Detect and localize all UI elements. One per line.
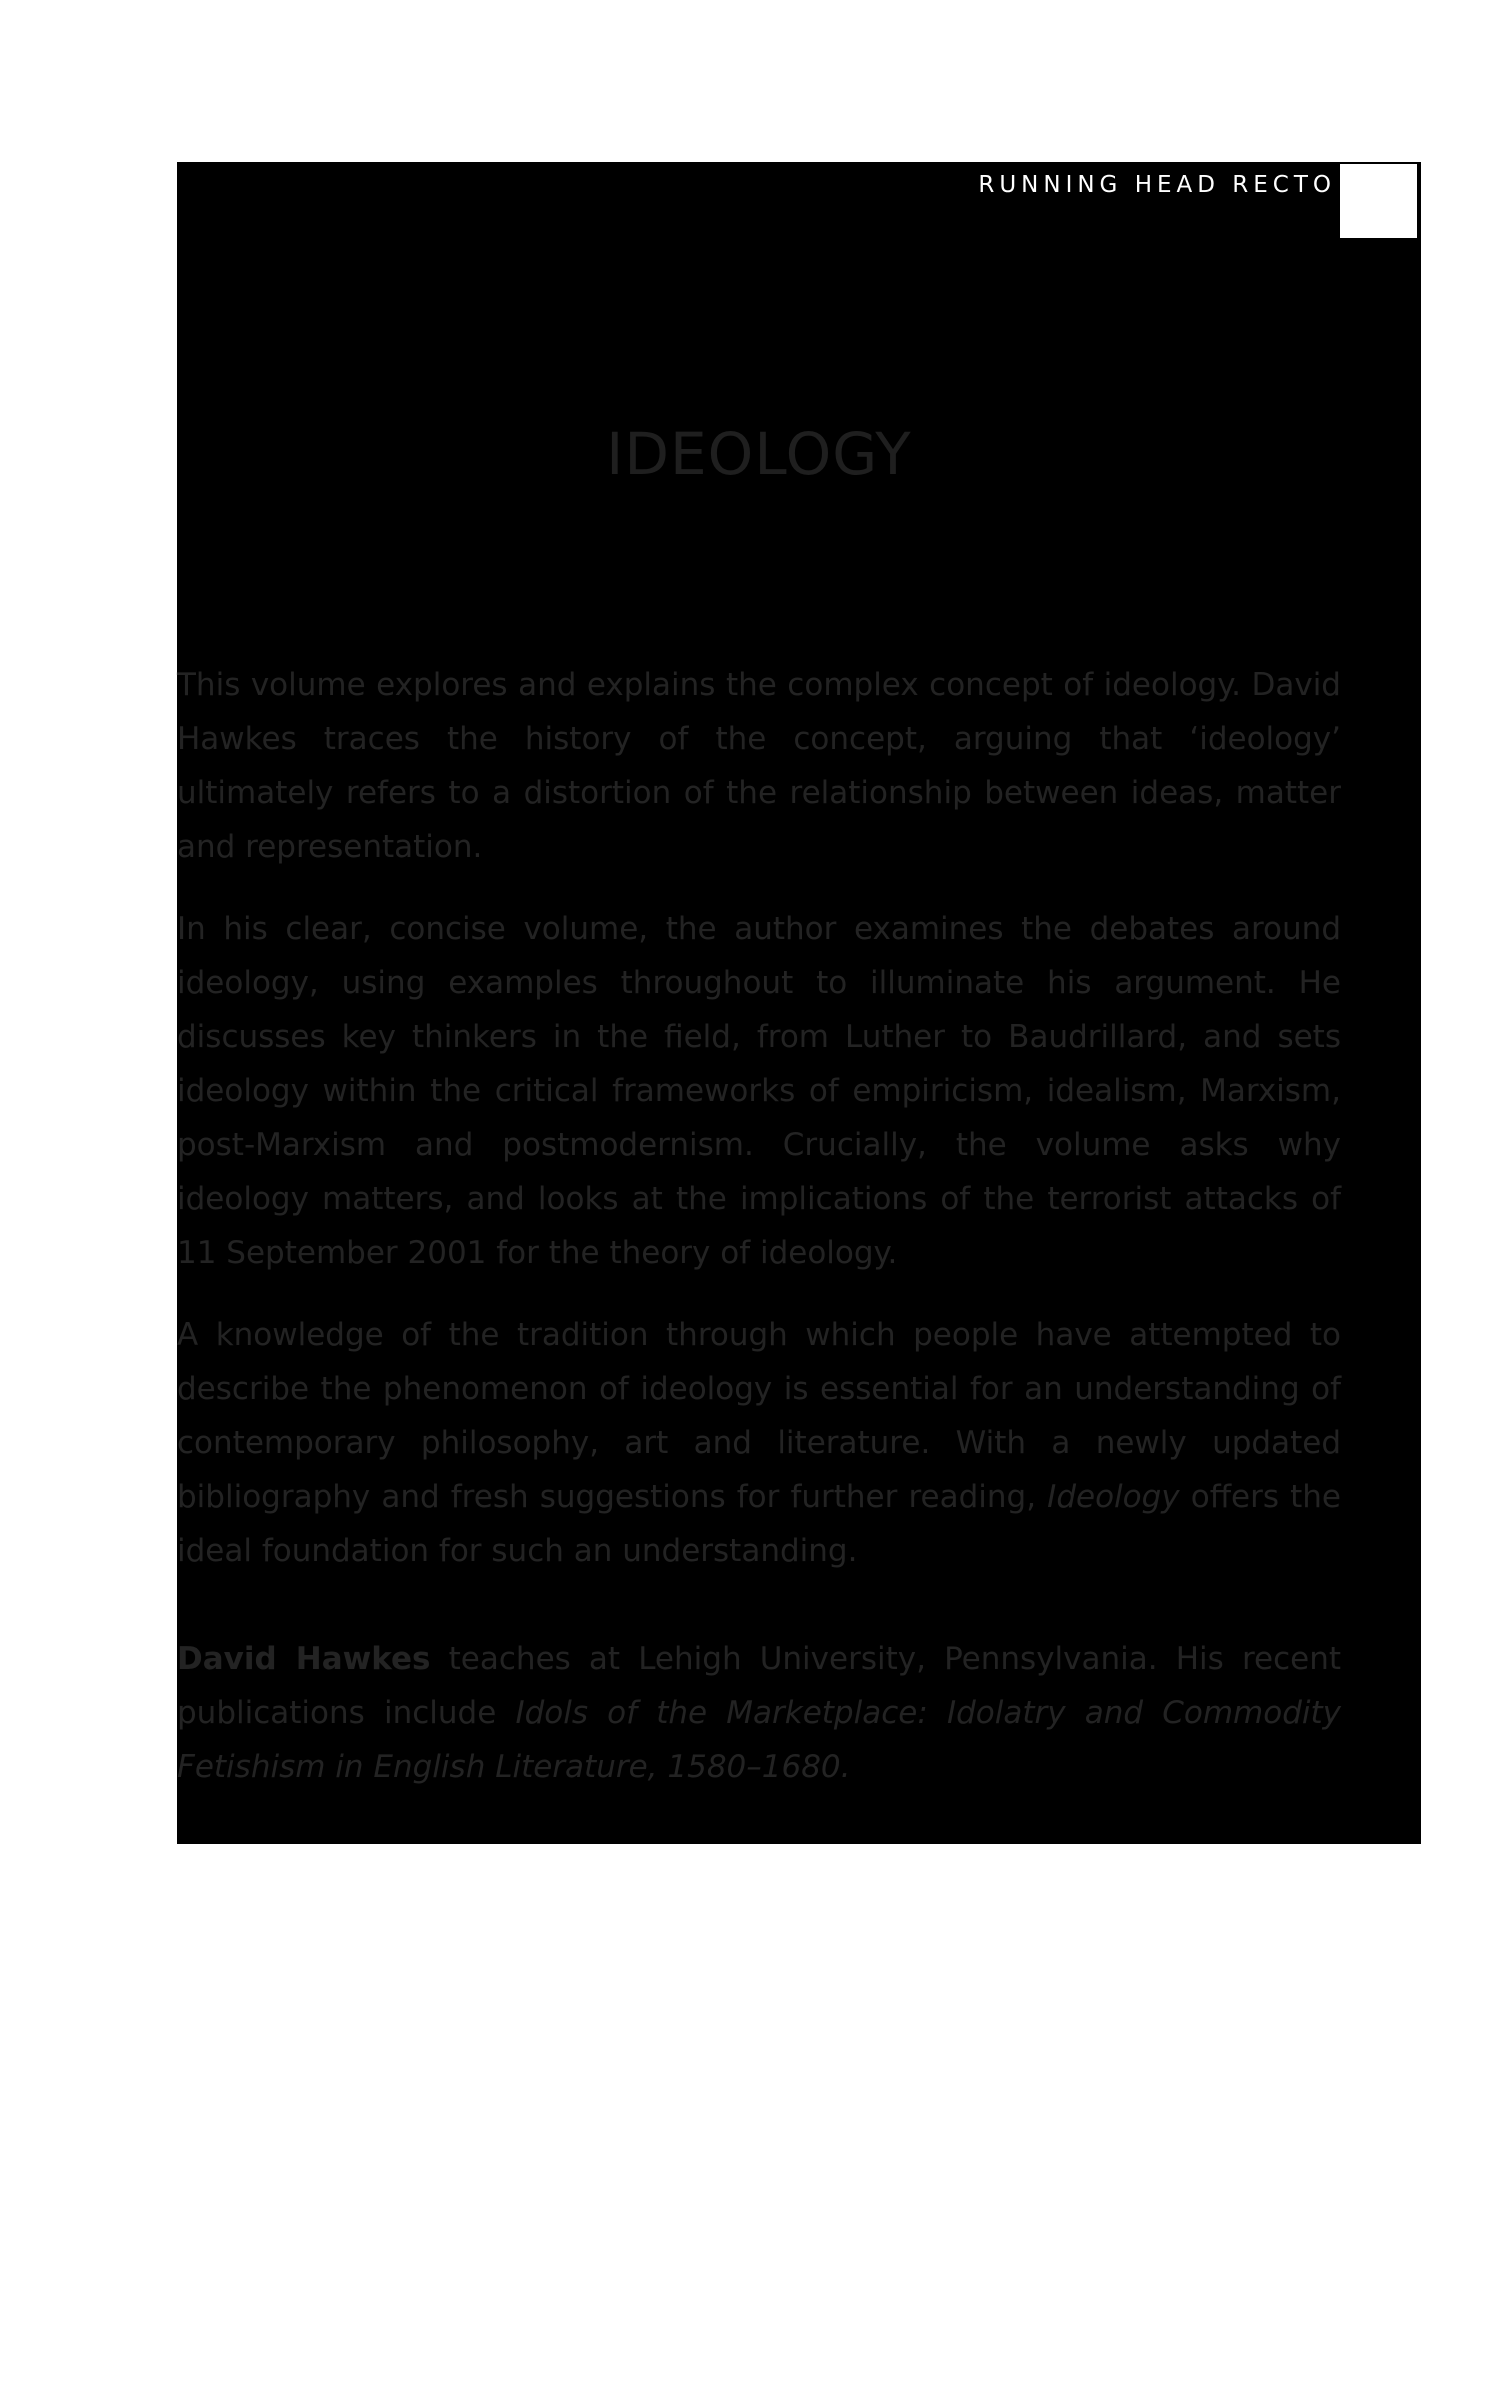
paragraph-1: This volume explores and explains the complex concept of ideology. David Hawkes traces the history of the concept, arguing that ‘ideology’ ultimately refers to a distortion of the relationship between ideas, matter and representation. bbox=[177, 667, 1341, 865]
book-title: IDEOLOGY bbox=[606, 420, 912, 488]
author-bio bbox=[177, 1632, 1341, 1794]
paragraph-3-end: offers the ideal foundation for such an understanding. bbox=[177, 1479, 1342, 1569]
paragraph-2: In his clear, concise volume, the author examines the debates around ideology, using examples throughout to illuminate his argument. He discusses key thinkers in the field, from Luther to Baudrillard, and sets ideology within the critical frameworks of empiricism, idealism, Marxism, post-Marxism and postmodernism. Crucially, the volume asks why ideology matters, and looks at the implications of the terrorist attacks of 11 September 2001 for the theory of ideology. bbox=[177, 911, 1341, 1271]
paragraph-3-text: A knowledge of the tradition through which people have attempted to describe the phenomenon of ideology is essential for an understanding of contemporary philosophy, art and literature. With a newly updated bibliography and fresh suggestions for further reading, bbox=[177, 1317, 1341, 1515]
author-name: David Hawkes bbox=[177, 1641, 431, 1677]
blurb bbox=[177, 658, 1341, 1822]
corner-box bbox=[1340, 162, 1419, 238]
publication-title: Idols of the Marketplace: Idolatry and Commodity Fetishism in English Literature, 1580–1680. bbox=[177, 1695, 1341, 1785]
paragraph-3 bbox=[177, 1308, 1341, 1578]
book-title-italic: Ideology bbox=[1047, 1479, 1180, 1515]
running-head: RUNNING HEAD RECTO bbox=[978, 172, 1336, 198]
bio-text: teaches at Lehigh University, Pennsylvania. His recent publications include bbox=[177, 1641, 1342, 1731]
